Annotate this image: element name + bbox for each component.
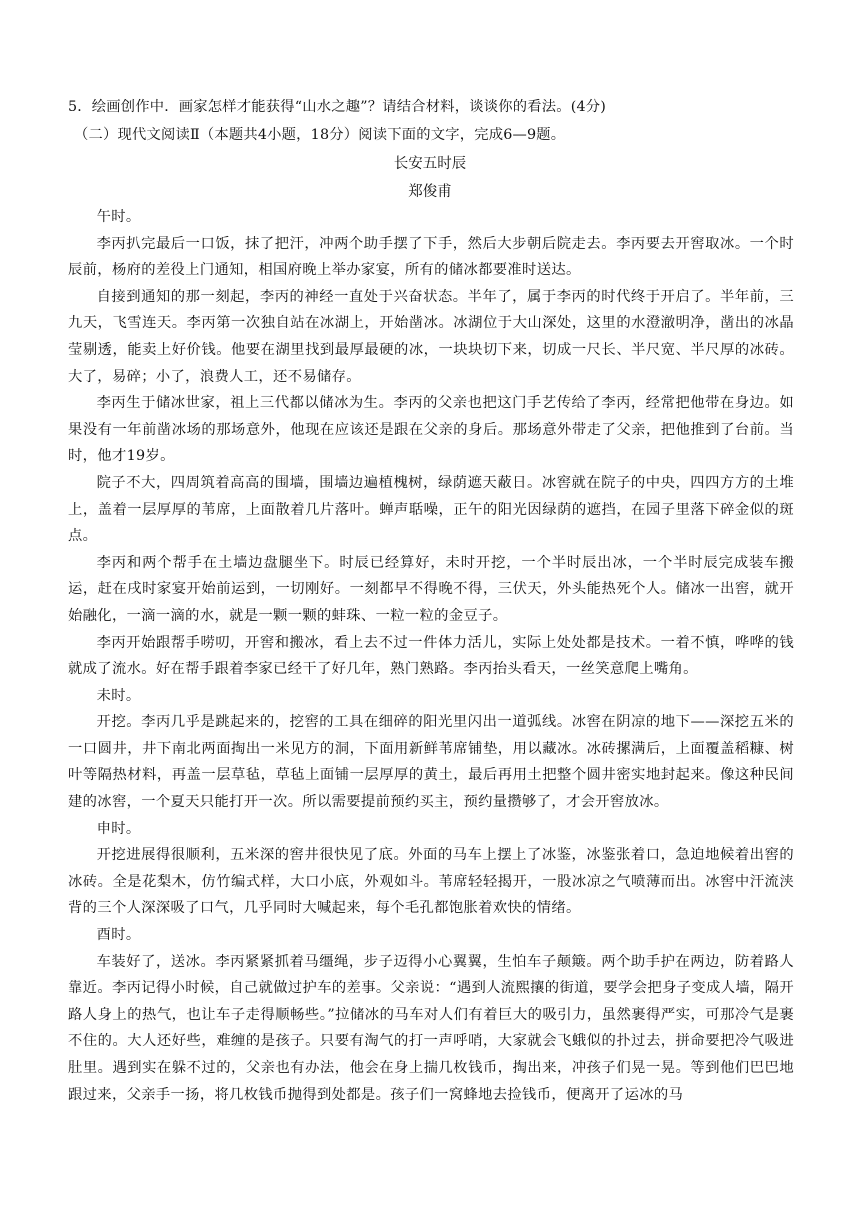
paragraph: 李丙生于储冰世家，祖上三代都以储冰为生。李丙的父亲也把这门手艺传给了李丙，经常把他带在身边。如果没有一年前凿冰场的那场意外，他现在应该还是跟在父亲的身后。那场意外带走了父亲，把他推到了台前。当时，他才19岁。 bbox=[68, 395, 794, 465]
paragraph: 开挖进展得很顺利，五米深的窖井很快见了底。外面的马车上摆上了冰鉴，冰鉴张着口，急迫地候着出窖的冰砖。全是花梨木，仿竹编式样，大口小底，外观如斗。苇席轻轻揭开，一股冰凉之气喷薄而出。冰窖中汗流浃背的三个人深深吸了口气，几乎同时大喊起来，每个毛孔都饱胀着欢快的情绪。 bbox=[68, 847, 794, 917]
question-5: 5．绘画创作中．画家怎样才能获得“山水之趣”？请结合材料，谈谈你的看法。(4分) bbox=[68, 99, 607, 115]
paragraph: 自接到通知的那一刻起，李丙的神经一直处于兴奋状态。半年了，属于李丙的时代终于开启了。半年前，三九天，飞雪连天。李丙第一次独自站在冰湖上，开始凿冰。冰湖位于大山深处，这里的水澄澈明净，凿出的冰晶莹剔透，能卖上好价钱。他要在湖里找到最厚最硬的冰，一块块切下来，切成一尺长、半尺宽、半尺厚的冰砖。大了，易碎；小了，浪费人工，还不易储存。 bbox=[68, 288, 794, 385]
paragraph: 申时。 bbox=[96, 820, 141, 837]
paragraph: 未时。 bbox=[96, 687, 141, 704]
paragraph: 酉时。 bbox=[96, 927, 141, 944]
paragraph: 李丙和两个帮手在土墙边盘腿坐下。时辰已经算好，未时开挖，一个半时辰出冰，一个半时辰完成装车搬运，赶在戌时家宴开始前运到，一切刚好。一刻都早不得晚不得，三伏天，外头能热死个人。储冰一出窖，就开始融化，一滴一滴的水，就是一颗一颗的蚌珠、一粒一粒的金豆子。 bbox=[68, 554, 794, 624]
paragraph: 李丙开始跟帮手唠叨，开窖和搬冰，看上去不过一件体力活儿，实际上处处都是技术。一着不慎，哗哗的钱就成了流水。好在帮手跟着李家已经干了好几年，熟门熟路。李丙抬头看天，一丝笑意爬上嘴角。 bbox=[68, 634, 794, 678]
article-author: 郑俊甫 bbox=[408, 184, 452, 200]
paragraph: 院子不大，四周筑着高高的围墙，围墙边遍植槐树，绿荫遮天蔽日。冰窖就在院子的中央，四四方方的土堆上，盖着一层厚厚的苇席，上面散着几片落叶。蝉声聒噪，正午的阳光因绿荫的遮挡，在园子里落下碎金似的斑点。 bbox=[68, 474, 794, 545]
paragraph: 开挖。李丙几乎是跳起来的，挖窖的工具在细碎的阳光里闪出一道弧线。冰窖在阴凉的地下——深挖五米的一口圆井，井下南北两面掏出一米见方的洞，下面用新鲜苇席铺垫，用以藏冰。冰砖摞满后，上面覆盖稻糠、树叶等隔热材料，再盖一层草毡，草毡上面铺一层厚厚的黄土，最后再用土把整个圆井密实地封起来。像这种民间建的冰窖，一个夏天只能打开一次。所以需要提前预约买主，预约量攒够了，才会开窖放冰。 bbox=[68, 714, 794, 811]
article-body bbox=[68, 204, 794, 1108]
article-title: 长安五时辰 bbox=[393, 156, 467, 172]
section-header: （二）现代文阅读Ⅱ（本题共4小题，18分）阅读下面的文字，完成6—9题。 bbox=[74, 127, 566, 143]
paragraph: 车装好了，送冰。李丙紧紧抓着马缰绳，步子迈得小心翼翼，生怕车子颠簸。两个助手护在两边，防着路人靠近。李丙记得小时候，自己就做过护车的差事。父亲说：“遇到人流熙攘的街道，要学会把身子变成人墙，隔开路人身上的热气，也让车子走得顺畅些。”拉储冰的马车对人们有着巨大的吸引力，虽然裹得严实，可那冷气是裹不住的。大人还好些，难缠的是孩子。只要有淘气的打一声呼哨，大家就会飞蛾似的扑过去，拼命要把冷气吸进肚里。遇到实在躲不过的，父亲也有办法，他会在身上揣几枚钱币，掏出来，冲孩子们晃一晃。等到他们巴巴地跟过来，父亲手一扬，将几枚钱币抛得到处都是。孩子们一窝蜂地去捡钱币，便离开了运冰的马 bbox=[68, 953, 794, 1103]
paragraph: 李丙扒完最后一口饭，抹了把汗，冲两个助手摆了下手，然后大步朝后院走去。李丙要去开窖取冰。一个时辰前，杨府的差役上门通知，相国府晚上举办家宴，所有的储冰都要准时送达。 bbox=[68, 235, 794, 279]
paragraph: 午时。 bbox=[96, 209, 141, 225]
